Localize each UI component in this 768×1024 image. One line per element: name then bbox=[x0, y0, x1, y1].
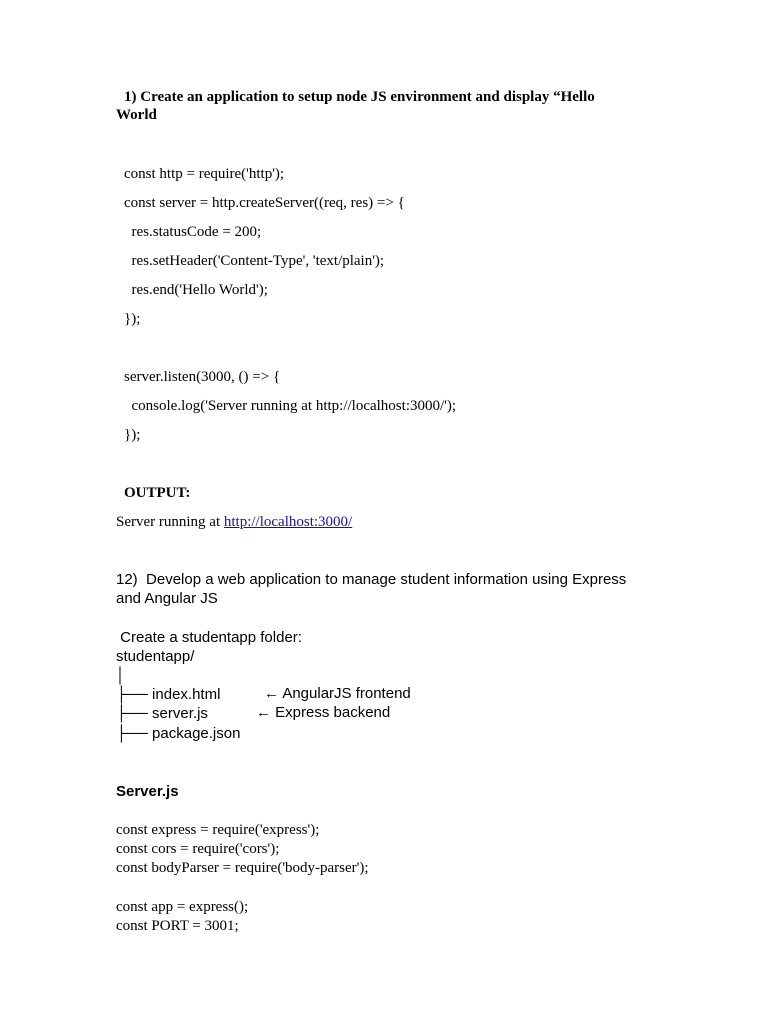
code-line: res.statusCode = 200; bbox=[124, 224, 262, 240]
tree-pipe: │ bbox=[116, 667, 126, 684]
tree-item-index-html: ├── index.html bbox=[116, 686, 221, 703]
folder-root: studentapp/ bbox=[116, 648, 195, 665]
server-js-heading: Server.js bbox=[116, 783, 179, 800]
server-code-line: const bodyParser = require('body-parser'); bbox=[116, 860, 369, 876]
code-line: const server = http.createServer((req, res) => { bbox=[124, 195, 405, 211]
localhost-link[interactable]: http://localhost:3000/ bbox=[223, 514, 353, 530]
server-code-line: const express = require('express'); bbox=[116, 822, 320, 838]
tree-annotation-frontend: ← AngularJS frontend bbox=[264, 685, 411, 702]
code-line: }); bbox=[124, 311, 141, 327]
server-code-line: const cors = require('cors'); bbox=[116, 841, 280, 857]
section1-title-line1: 1) Create an application to setup node JS environment and display “Hello bbox=[124, 89, 595, 105]
tree-annotation-backend: ← Express backend bbox=[256, 704, 391, 721]
output-text bbox=[116, 513, 352, 531]
code-line: res.end('Hello World'); bbox=[124, 282, 268, 298]
section12-title-line1: 12) Develop a web application to manage student information using Express bbox=[116, 571, 627, 588]
section1-title-line2: World bbox=[116, 107, 157, 123]
code-line: res.setHeader('Content-Type', 'text/plain'); bbox=[124, 253, 385, 269]
section12-title-line2: and Angular JS bbox=[116, 590, 218, 607]
code-line: server.listen(3000, () => { bbox=[124, 369, 281, 385]
server-code-line: const PORT = 3001; bbox=[116, 918, 239, 934]
output-prefix: Server running at bbox=[116, 514, 224, 530]
code-line: console.log('Server running at http://localhost:3000/'); bbox=[124, 398, 457, 414]
server-code-line: const app = express(); bbox=[116, 899, 249, 915]
code-line: const http = require('http'); bbox=[124, 166, 285, 182]
code-line: }); bbox=[124, 427, 141, 443]
output-label: OUTPUT: bbox=[124, 485, 191, 501]
tree-item-package-json: ├── package.json bbox=[116, 725, 241, 742]
folder-intro: Create a studentapp folder: bbox=[116, 629, 302, 646]
tree-item-server-js: ├── server.js bbox=[116, 705, 208, 722]
